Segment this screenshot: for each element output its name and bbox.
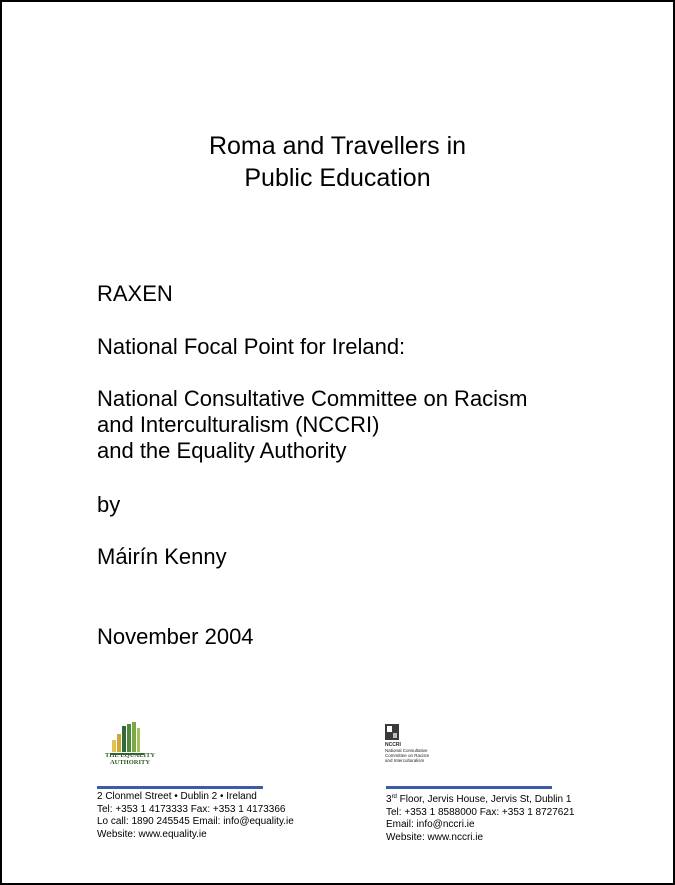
equality-logo-line-2: AUTHORITY [109, 759, 151, 766]
focal-point-line: National Focal Point for Ireland: [97, 334, 406, 359]
nccri-logo-icon [385, 724, 401, 742]
publication-date: November 2004 [97, 624, 254, 649]
nccri-footer-rule [386, 786, 552, 789]
equality-logo-line-1: THE EQUALITY [104, 752, 156, 759]
equality-address-line-1: 2 Clonmel Street • Dublin 2 • Ireland [97, 791, 257, 802]
committee-line-3: and the Equality Authority [97, 438, 347, 463]
title-line-1: Roma and Travellers in [208, 132, 467, 160]
nccri-address [386, 791, 575, 844]
by-label: by [97, 492, 121, 517]
nccri-logo-line-2: Committee on Racism [385, 753, 430, 758]
nccri-address-line-1: 3rd Floor, Jervis House, Jervis St, Dublin 1 [386, 794, 572, 805]
committee-block [97, 386, 617, 464]
equality-address-line-3[interactable]: Lo call: 1890 245545 Email: info@equality.ie [97, 816, 294, 827]
equality-address-line-2: Tel: +353 1 4173333 Fax: +353 1 4173366 [97, 803, 286, 815]
equality-address [97, 791, 294, 841]
equality-footer-rule [97, 786, 263, 789]
equality-authority-logo [100, 722, 160, 774]
equality-website[interactable]: Website: www.equality.ie [97, 828, 207, 840]
nccri-logo-line-1: National Consultative [385, 748, 428, 753]
nccri-logo-abbr: NCCRI [385, 742, 401, 748]
title-line-2: Public Education [244, 164, 431, 192]
nccri-address-line-2: Tel: +353 1 8588000 Fax: +353 1 8727621 [386, 806, 575, 818]
author-name: Máirín Kenny [97, 544, 227, 569]
committee-line-1: National Consultative Committee on Racism [97, 386, 528, 411]
raxen-label: RAXEN [97, 281, 173, 306]
nccri-website[interactable]: Website: www.nccri.ie [386, 831, 484, 843]
document-title [2, 130, 673, 194]
committee-line-2: and Interculturalism (NCCRI) [97, 412, 380, 437]
nccri-email[interactable]: Email: info@nccri.ie [386, 819, 475, 830]
nccri-logo [385, 724, 455, 776]
nccri-logo-line-3: and Interculturalism [385, 758, 425, 763]
